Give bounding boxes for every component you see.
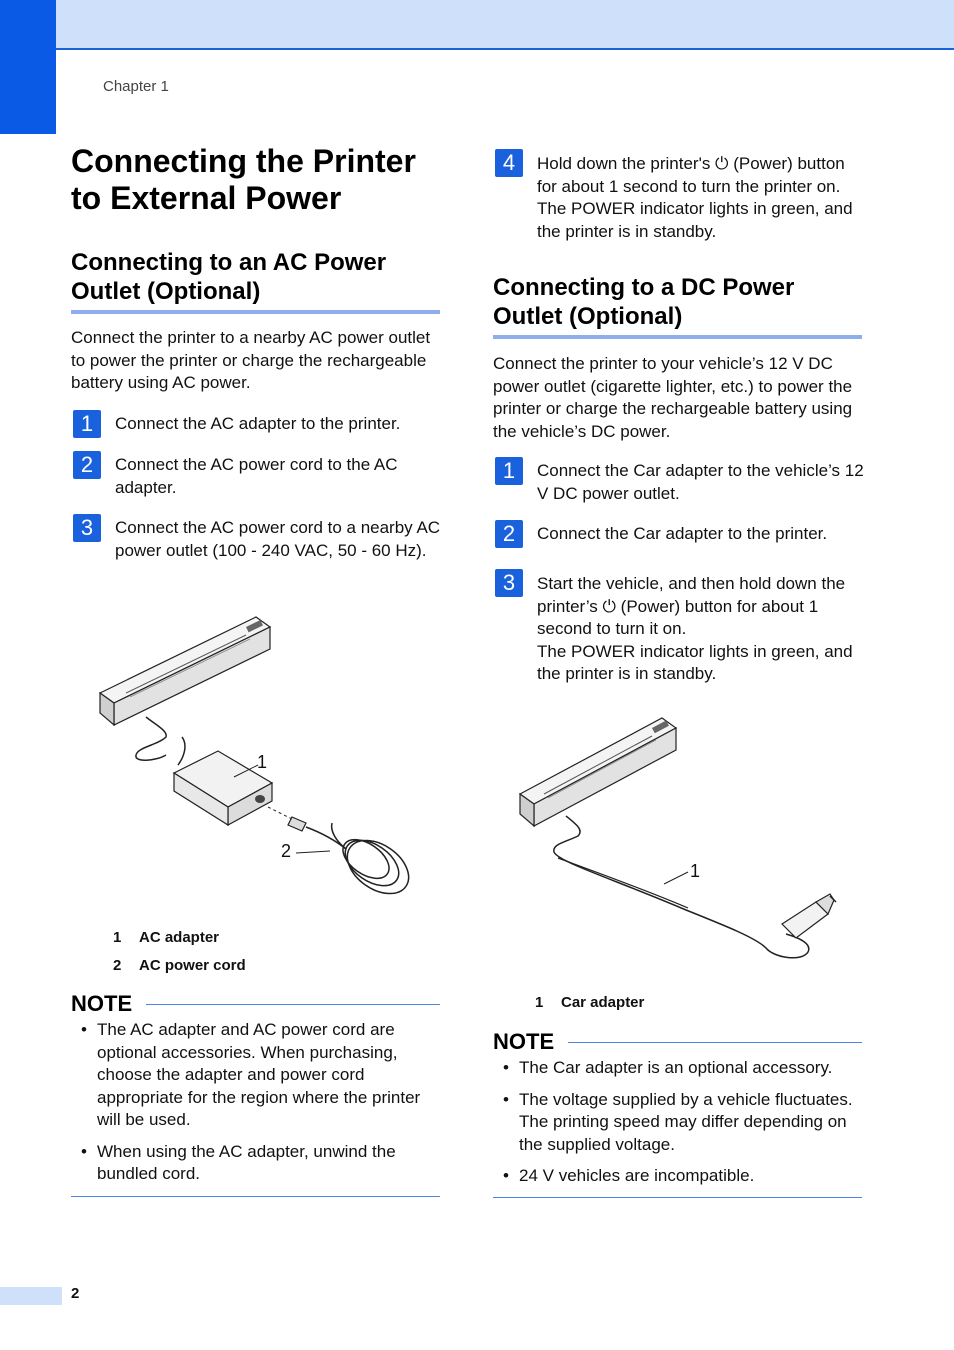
step-number-badge: 2 [73,451,101,479]
ac-step-1 [73,410,443,438]
dc-caption-1 [535,994,644,1011]
figure-label-adapter: 1 [257,752,268,772]
caption-number: 1 [113,929,122,946]
dc-step-2 [495,520,865,548]
page-number-tab [0,1287,62,1305]
ac-note-list [71,1019,440,1195]
step-text: Hold down the printer's ⏻ (Power) button for about 1 second to turn the printer on. The POWER indicator lights in green, and the printer is in standby. [537,154,853,241]
ac-caption-2 [113,957,246,974]
page-number: 2 [71,1285,80,1302]
step-text [537,573,865,686]
caption-number: 2 [113,957,122,974]
caption-text: AC adapter [139,929,220,946]
step-text-main: Start the vehicle, and then hold down the printer’s ⏻ (Power) button for about 1 second to turn it on. [537,574,846,638]
header-band [0,0,954,50]
step-text: Connect the AC power cord to a nearby AC power outlet (100 - 240 VAC, 50 - 60 Hz). [115,518,441,560]
ac-step-2 [73,451,443,499]
note-item: • The Car adapter is an optional accessory. [493,1057,865,1080]
step-text: Connect the Car adapter to the printer. [537,524,828,543]
chapter-label: Chapter 1 [103,78,169,95]
figure-label-car-adapter: 1 [690,861,701,881]
ac-intro: Connect the printer to a nearby AC power outlet to power the printer or charge the rechargeable battery using AC power. [71,328,431,392]
caption-number: 1 [535,994,544,1011]
page-title: Connecting the Printer to External Power [71,143,416,216]
dc-section-heading: Connecting to a DC Power Outlet (Optional) [493,273,862,339]
dc-step-1 [495,457,865,505]
step-text-extra: The POWER indicator lights in green, and the printer is in standby. [537,641,853,683]
step-number-badge: 1 [73,410,101,438]
note-rule [568,1042,862,1043]
ac-note-end-rule [71,1196,440,1197]
step-text: Connect the Car adapter to the vehicle’s 12 V DC power outlet. [537,461,864,503]
step-number-badge: 3 [73,514,101,542]
chapter-tab-marker [0,0,56,134]
dc-note-end-rule [493,1197,862,1198]
ac-step-3 [73,514,443,562]
ac-caption-1 [113,929,219,946]
dc-intro: Connect the printer to your vehicle’s 12 V DC power outlet (cigarette lighter, etc.) to power the printer or charge the rechargeable battery using the vehicle’s DC power. [493,354,853,441]
note-item: • The AC adapter and AC power cord are optional accessories. When purchasing, choose the adapter and power cord appropriate for the region where the printer will be used. [71,1019,440,1132]
step-number-badge: 3 [495,569,523,597]
figure-label-cord: 2 [281,841,292,861]
note-label: NOTE [493,1029,555,1054]
car-adapter-illustration [516,712,846,972]
dc-step-3 [495,569,865,686]
step-text: Connect the AC adapter to the printer. [115,414,401,433]
note-item: • 24 V vehicles are incompatible. [493,1165,865,1188]
caption-text: Car adapter [561,994,645,1011]
note-label: NOTE [71,991,133,1016]
dc-note-header [493,1029,862,1055]
note-rule [146,1004,440,1005]
step-text: Connect the AC power cord to the AC adapter. [115,455,398,497]
ac-section-heading: Connecting to an AC Power Outlet (Optional) [71,248,440,314]
step-number-badge: 1 [495,457,523,485]
note-item: • The voltage supplied by a vehicle fluctuates. The printing speed may differ depending on the supplied voltage. [493,1089,865,1157]
ac-adapter-illustration [96,605,426,905]
note-item: • When using the AC adapter, unwind the bundled cord. [71,1141,440,1186]
step-number-badge: 2 [495,520,523,548]
ac-note-header [71,991,440,1017]
dc-note-list [493,1057,865,1197]
step-number-badge: 4 [495,149,523,177]
ac-step-4 [495,149,865,243]
caption-text: AC power cord [139,957,246,974]
